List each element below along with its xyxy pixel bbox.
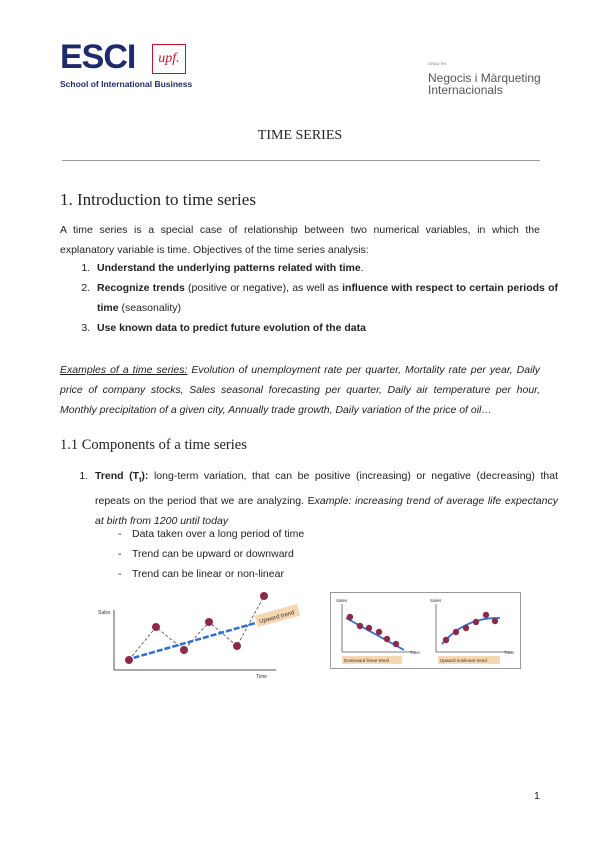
objective-bold-2: influence with respect to certain periods of time	[97, 282, 558, 314]
upf-badge: upf.	[152, 44, 186, 74]
section1-heading: 1. Introduction to time series	[60, 190, 256, 209]
bullet-item: - Data taken over a long period of time	[118, 524, 304, 544]
title-divider	[62, 160, 540, 161]
right-y-label: Sales	[430, 598, 442, 603]
upward-trend-figure	[96, 590, 306, 690]
data-point	[205, 618, 213, 626]
data-point	[125, 656, 133, 664]
data-point	[260, 592, 268, 600]
x-axis-label: Time	[256, 674, 267, 680]
bullet-item: - Trend can be linear or non-linear	[118, 564, 304, 584]
left-point	[376, 629, 382, 635]
left-badge-text: Downward linear trend	[344, 658, 390, 663]
data-point	[180, 646, 188, 654]
objective-bold: Use known data to predict future evolution of the data	[97, 322, 366, 334]
page-number: 1	[534, 790, 540, 802]
intro-paragraph: A time series is a special case of relationship between two numerical variables, in which the explanatory variable is time. Objectives of the time series analysis:	[60, 224, 540, 256]
objective-item	[93, 318, 558, 338]
objective-item	[93, 278, 558, 318]
page-title: TIME SERIES	[257, 128, 343, 143]
data-point	[152, 623, 160, 631]
right-point	[473, 619, 479, 625]
y-axis-label: Sales	[98, 610, 111, 616]
degree-logo	[428, 58, 541, 96]
examples-text: Evolution of unemployment rate per quarter, Mortality rate per year, Daily price of company stocks, Sales seasonal forecasting per quarter, Daily air temperature per hour, Monthly precipitation of a given city, Annually trade growth, Daily variation of the price of oil…	[60, 364, 540, 416]
left-point	[384, 636, 390, 642]
right-point	[443, 637, 449, 643]
right-point	[453, 629, 459, 635]
trend-badge	[255, 604, 301, 627]
section11-heading: 1.1 Components of a time series	[60, 437, 247, 453]
trend-line	[126, 620, 266, 660]
left-y-label: Sales	[336, 598, 348, 603]
trend-types-figure	[330, 592, 522, 670]
school-name: School of International Business	[60, 79, 193, 89]
degree-line2: Internacionals	[428, 83, 503, 97]
examples-paragraph	[60, 360, 540, 420]
trend-colon: ):	[141, 470, 149, 482]
objective-bold: Recognize trends	[97, 282, 185, 294]
components-list	[73, 466, 558, 531]
trend-bullets	[118, 524, 304, 584]
esci-logo: ESCI	[60, 38, 136, 76]
left-point	[393, 641, 399, 647]
data-point	[233, 642, 241, 650]
right-point	[463, 625, 469, 631]
trend-label: Trend (T	[95, 470, 140, 482]
right-point	[492, 618, 498, 624]
objective-text-2: (seasonality)	[118, 302, 182, 314]
left-point	[357, 623, 363, 629]
trend-badge-text: Upward trend	[258, 610, 296, 626]
right-x-label: Time	[504, 650, 514, 655]
left-x-label: Time	[410, 650, 420, 655]
degree-line1: Negocis i Màrqueting	[428, 71, 541, 85]
component-trend	[91, 466, 558, 531]
right-badge-text: Upward nonlinear trend	[440, 658, 487, 663]
objective-item	[93, 258, 558, 278]
trend-sub: t	[139, 477, 142, 485]
objective-text: (positive or negative), as well as	[184, 282, 343, 294]
right-point	[483, 612, 489, 618]
examples-label: Examples of a time series:	[60, 364, 188, 376]
data-series-line	[129, 596, 264, 660]
trend-example: xample: increasing trend of average life expectancy at birth from 1200 until today	[95, 495, 558, 528]
left-point	[366, 625, 372, 631]
degree-small: GRAU EN	[428, 61, 447, 66]
objective-bold: Understand the underlying patterns related with time	[97, 262, 361, 274]
bullet-item: - Trend can be upward or downward	[118, 544, 304, 564]
objective-text: .	[360, 262, 364, 274]
objectives-list	[75, 258, 558, 338]
trend-text: long-term variation, that can be positive (increasing) or negative (decreasing) that repeats on the period that we are analyzing. E	[95, 470, 558, 508]
left-point	[347, 614, 353, 620]
